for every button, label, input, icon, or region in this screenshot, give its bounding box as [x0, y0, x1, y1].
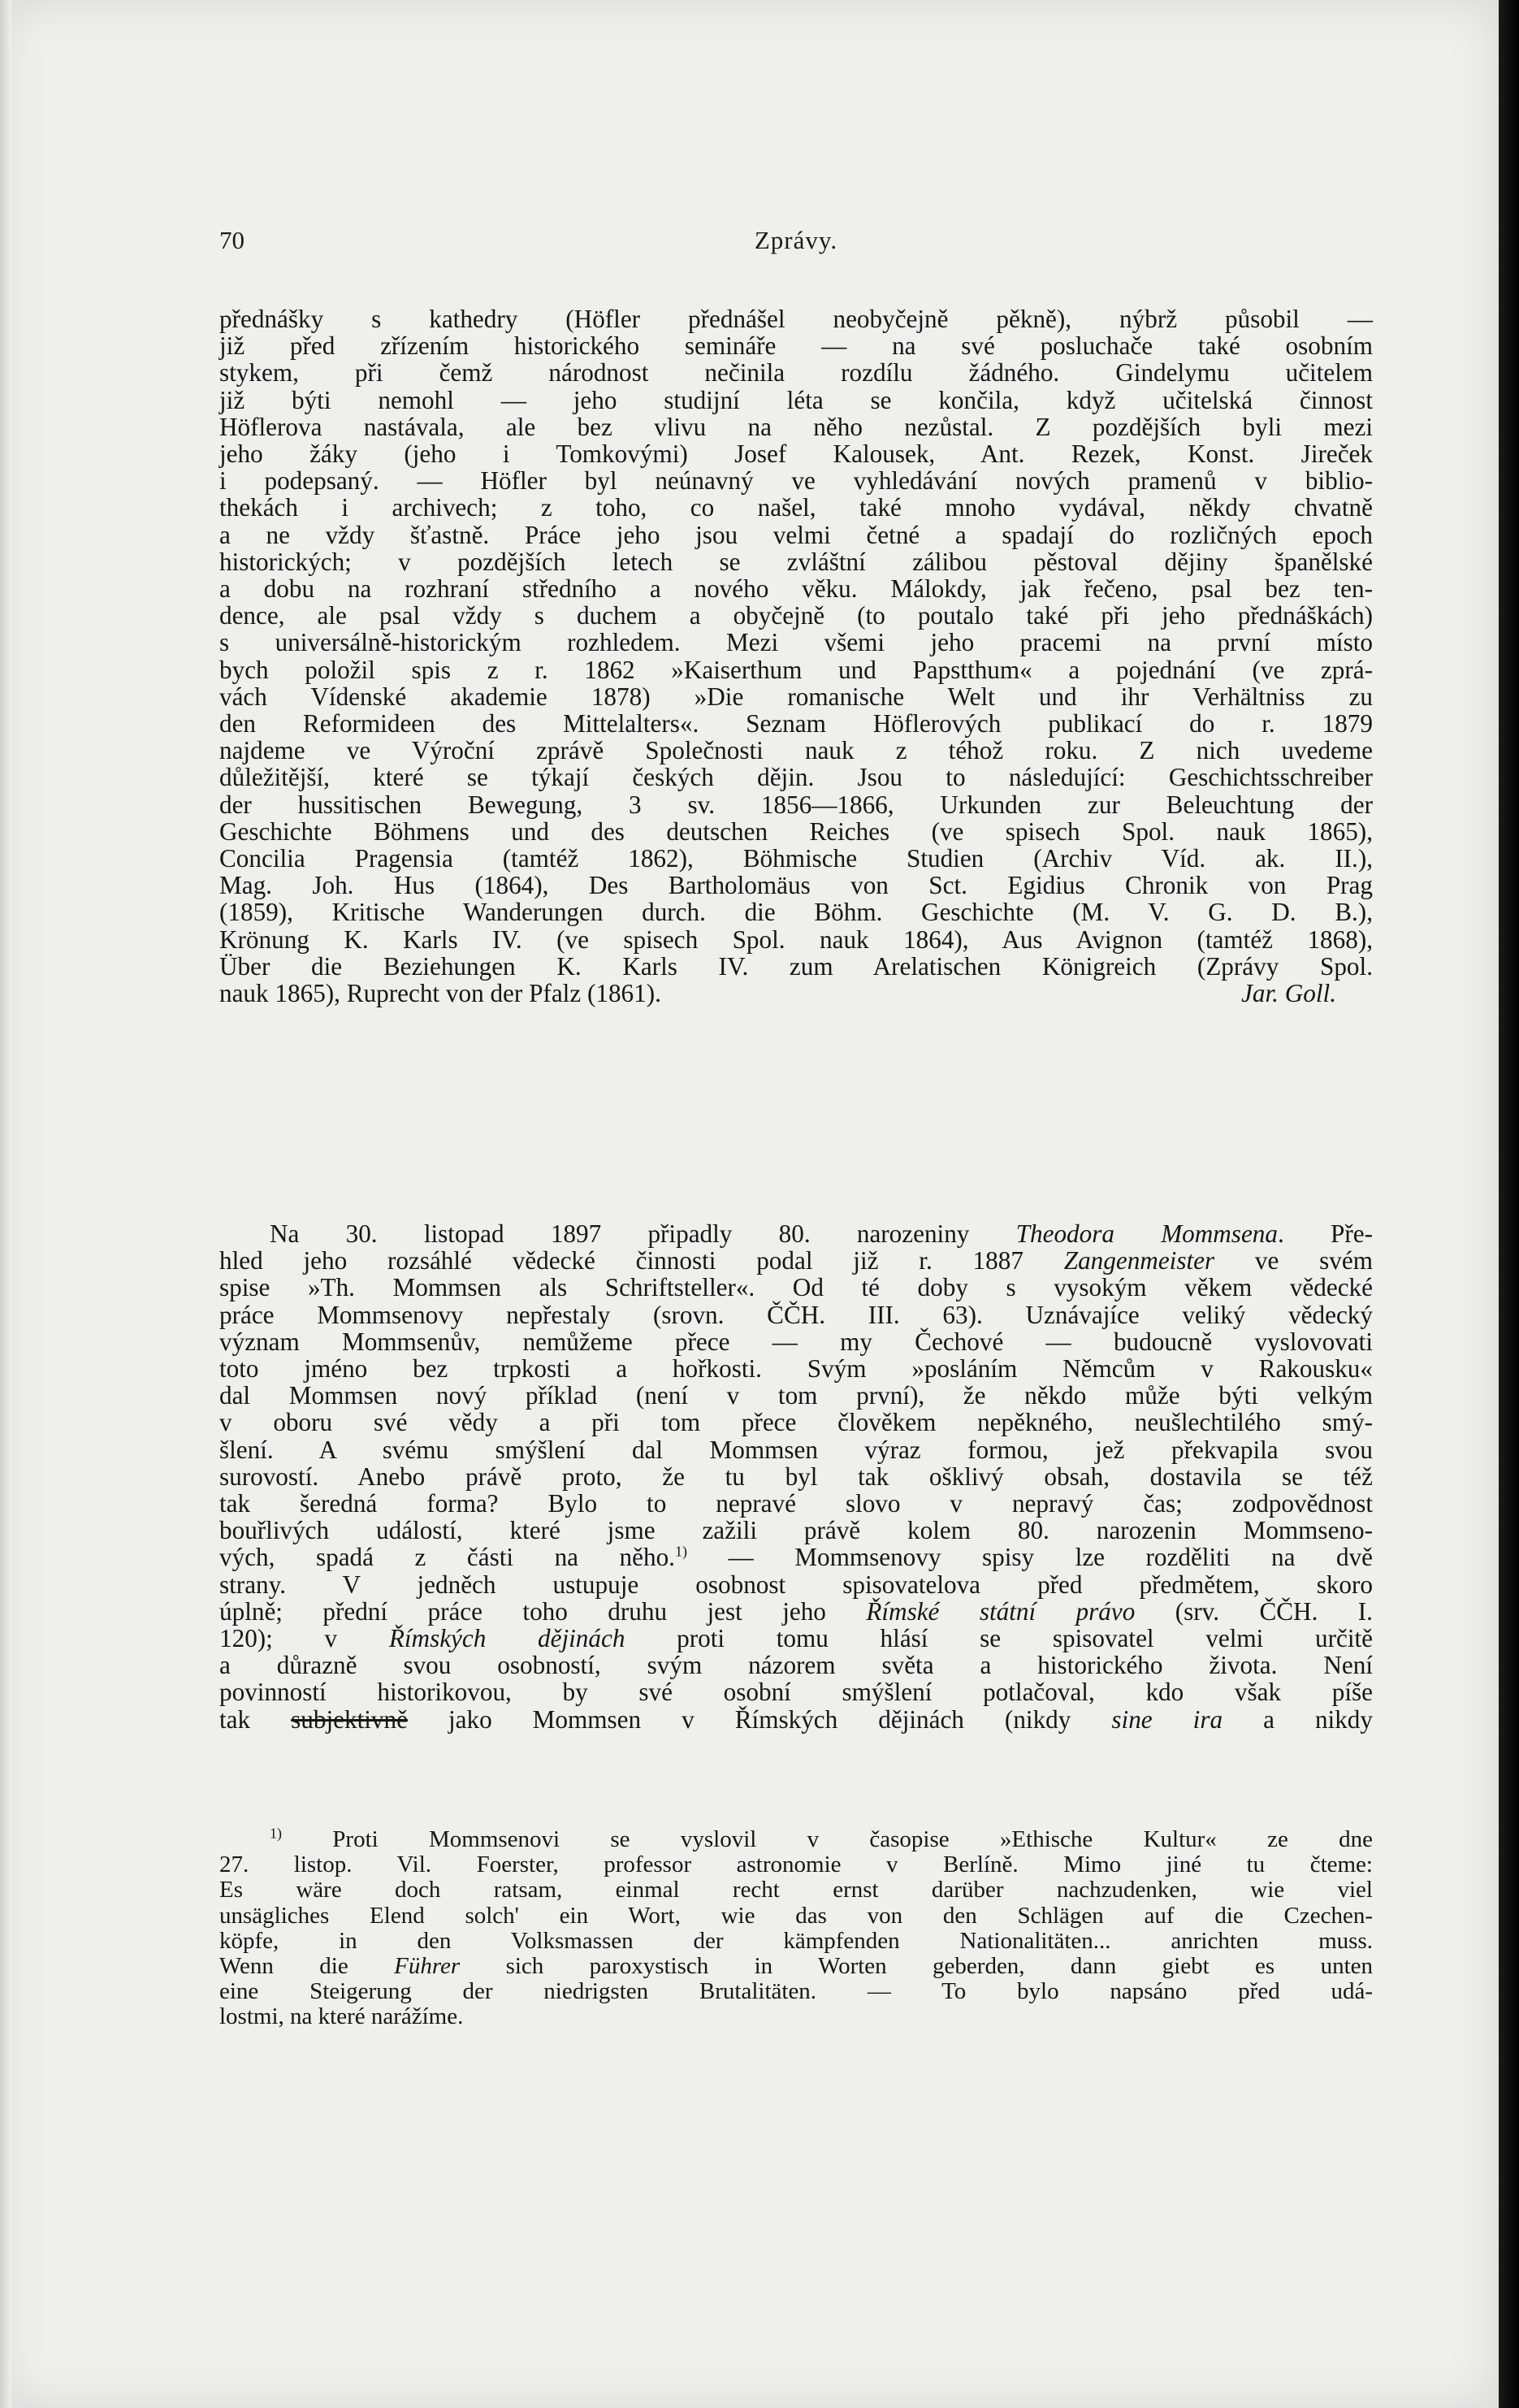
- footnote-line: Es wäre doch ratsam, einmal recht ernst darüber nachzudenken, wie viel: [219, 1877, 1373, 1903]
- text-span: jako Mommsen v Římských dějinách (nikdy: [407, 1704, 1112, 1734]
- struck-word: subjektivně: [291, 1704, 408, 1734]
- footnote-number: 1): [270, 1825, 282, 1842]
- text-line: vách Vídenské akademie 1878) »Die romanische Welt und ihr Verhältniss zu: [219, 682, 1373, 711]
- text-line: [219, 980, 1373, 1007]
- text-line: a ne vždy šťastně. Práce jeho jsou velmi četné a spadají do rozličných epoch: [219, 520, 1373, 549]
- text-line: bych položil spis z r. 1862 »Kaiserthum und Papstthum« a pojednání (ve zprá-: [219, 655, 1373, 684]
- text-line: přednášky s kathedry (Höfler přednášel neobyčejně pěkně), nýbrž působil —: [219, 305, 1373, 333]
- text-line: důležitější, které se týkají českých dějin. Jsou to následující: Geschichtsschreiber: [219, 763, 1373, 792]
- text-span: ve svém: [1214, 1246, 1373, 1275]
- text-line: historických; v pozdějších letech se zvláštní zálibou pěstoval dějiny španělské: [219, 547, 1373, 576]
- text-line: Concilia Pragensia (tamtéž 1862), Böhmische Studien (Archiv Víd. ak. II.),: [219, 844, 1373, 873]
- text-line: [219, 1220, 1373, 1247]
- text-line: den Reformideen des Mittelalters«. Seznam Höflerových publikací do r. 1879: [219, 709, 1373, 738]
- text-span: sich paroxystisch in Worten geberden, dann giebt es unten: [460, 1953, 1373, 1980]
- footnote-line: köpfe, in den Volksmassen der kämpfenden Nationalitäten... anrichten muss.: [219, 1927, 1373, 1954]
- text-span: Proti Mommsenovi se vyslovil v časopise »Ethische Kultur« ze dne: [282, 1826, 1373, 1852]
- page-header: [219, 226, 1373, 265]
- text-line: Über die Beziehungen K. Karls IV. zum Arelatischen Königreich (Zprávy Spol.: [219, 951, 1373, 981]
- person-name-zangenmeister: Zangenmeister: [1063, 1246, 1215, 1275]
- text-line: šlení. A svému smýšlení dal Mommsen výraz formou, jež překvapila svou: [219, 1435, 1373, 1464]
- footnote: [219, 1827, 1373, 2030]
- text-line: povinností historikovou, by své osobní smýšlení potlačoval, kdo však píše: [219, 1678, 1373, 1707]
- text-italic: Führer: [394, 1953, 461, 1980]
- text-line: Geschichte Böhmens und des deutschen Reiches (ve spisech Spol. nauk 1865),: [219, 816, 1373, 846]
- text-line: Mag. Joh. Hus (1864), Des Bartholomäus von Sct. Egidius Chronik von Prag: [219, 871, 1373, 900]
- footnote-line: unsägliches Elend solch' ein Wort, wie das von den Schlägen auf die Czechen-: [219, 1902, 1373, 1929]
- page-left-edge: [0, 0, 11, 2408]
- text-line: [219, 1598, 1373, 1625]
- text-line: význam Mommsenův, nemůžeme přece — my Čechové — budoucně vyslovovati: [219, 1327, 1373, 1356]
- text-line: (1859), Kritische Wanderungen durch. die Böhm. Geschichte (M. V. G. D. B.),: [219, 898, 1373, 927]
- text-line: Höflerova nastávala, ale bez vlivu na něho nezůstal. Z pozdějších byli mezi: [219, 412, 1373, 441]
- text-line: dal Mommsen nový příklad (není v tom první), že někdo může býti velkým: [219, 1381, 1373, 1410]
- text-line: Krönung K. Karls IV. (ve spisech Spol. nauk 1864), Aus Avignon (tamtéž 1868),: [219, 925, 1373, 954]
- footnote-line: 27. listop. Vil. Foerster, professor astronomie v Berlíně. Mimo jiné tu čteme:: [219, 1851, 1373, 1878]
- latin-phrase: sine ira: [1111, 1704, 1223, 1734]
- text-line: [219, 1706, 1373, 1733]
- text-span: a nikdy: [1223, 1704, 1373, 1734]
- text-span: . Pře-: [1277, 1219, 1373, 1248]
- text-span: proti tomu hlásí se spisovatel velmi určitě: [625, 1624, 1373, 1653]
- footnote-line: eine Steigerung der niedrigsten Brutalitäten. — To bylo napsáno před udá-: [219, 1978, 1373, 2005]
- footnote-line: lostmi, na které narážíme.: [219, 2003, 464, 2030]
- footnote-line: [219, 1827, 1373, 1852]
- person-name-mommsen: Theodora Mommsena: [1015, 1219, 1278, 1248]
- text-line: [219, 1625, 1373, 1652]
- text-line: der hussitischen Bewegung, 3 sv. 1856—1866, Urkunden zur Beleuchtung der: [219, 790, 1373, 819]
- text-span: hled jeho rozsáhlé vědecké činnosti podal již r. 1887: [219, 1246, 1064, 1275]
- running-title: Zprávy.: [754, 226, 838, 254]
- text-line: dence, ale psal vždy s duchem a obyčejně (to poutalo také při jeho přednáškách): [219, 601, 1373, 630]
- text-line: již před zřízením historického semináře — na své posluchače také osobním: [219, 331, 1373, 361]
- text-line: surovostí. Anebo právě proto, že tu byl tak ošklivý obsah, dostavila se též: [219, 1462, 1373, 1491]
- text-span: vých, spadá z části na něho.: [219, 1543, 675, 1572]
- text-line: [219, 1247, 1373, 1274]
- text-line: stykem, při čemž národnost nečinila rozdílu žádného. Gindelymu učitelem: [219, 358, 1373, 388]
- text-span: Wenn die: [219, 1953, 395, 1980]
- text-line: toto jméno bez trpkosti a hořkosti. Svým »posláním Němcům v Rakousku«: [219, 1354, 1373, 1384]
- text-span: tak: [219, 1704, 292, 1734]
- text-line: práce Mommsenovy nepřestaly (srovn. ČČH. III. 63). Uznávajíce veliký vědecký: [219, 1300, 1373, 1329]
- text-line: [219, 1544, 1373, 1570]
- page-number: 70: [219, 226, 245, 254]
- text-line: najdeme ve Výroční zprávě Společnosti nauk z téhož roku. Z nich uvedeme: [219, 736, 1373, 765]
- text-line: jeho žáky (jeho i Tomkovými) Josef Kalousek, Ant. Rezek, Konst. Jireček: [219, 440, 1373, 469]
- text-line: a důrazně svou osobností, svým názorem světa a historického života. Není: [219, 1651, 1373, 1680]
- text-line: strany. V jedněch ustupuje osobnost spisovatelova před předmětem, skoro: [219, 1570, 1373, 1599]
- work-title-rimske-dejiny: Římských dějinách: [388, 1624, 625, 1653]
- author-signature: Jar. Goll.: [1241, 979, 1336, 1008]
- text-span: — Mommsenovy spisy lze rozděliti na dvě: [686, 1543, 1374, 1572]
- text-span: (srv. ČČH. I.: [1135, 1596, 1373, 1626]
- work-title-rimske-statni-pravo: Římské státní právo: [866, 1596, 1136, 1626]
- text-line: v oboru své vědy a při tom přece člověkem nepěkného, neušlechtilého smý-: [219, 1408, 1373, 1437]
- text-span: úplně; přední práce toho druhu jest jeho: [219, 1596, 867, 1626]
- footnote-reference: 1): [674, 1544, 687, 1561]
- text-line: spise »Th. Mommsen als Schriftsteller«. Od té doby s vysokým věkem vědecké: [219, 1273, 1373, 1302]
- text-line: s universálně-historickým rozhledem. Mezi všemi jeho pracemi na první místo: [219, 628, 1373, 657]
- text-span: Na 30. listopad 1897 připadly 80. narozeniny: [270, 1219, 1016, 1248]
- article-hofler-obituary: [219, 305, 1373, 1007]
- text-line: již býti nemohl — jeho studijní léta se končila, když učitelská činnost: [219, 385, 1373, 414]
- article-mommsen: [219, 1220, 1373, 1733]
- page-right-edge: [1499, 0, 1519, 2408]
- text-line: i podepsaný. — Höfler byl neúnavný ve vyhledávání nových pramenů v biblio-: [219, 466, 1373, 496]
- text-line: a dobu na rozhraní středního a nového věku. Málokdy, jak řečeno, psal bez ten-: [219, 574, 1373, 604]
- text-line: bouřlivých událostí, které jsme zažili právě kolem 80. narozenin Mommseno-: [219, 1516, 1373, 1545]
- text-line: tak šeredná forma? Bylo to nepravé slovo v nepravý čas; zodpovědnost: [219, 1489, 1373, 1518]
- footnote-line: [219, 1954, 1373, 1979]
- text-line: thekách i archivech; z toho, co našel, také mnoho vydával, někdy chvatně: [219, 493, 1373, 522]
- text-span: 120); v: [219, 1624, 389, 1653]
- text-span: nauk 1865), Ruprecht von der Pfalz (1861).: [219, 979, 661, 1008]
